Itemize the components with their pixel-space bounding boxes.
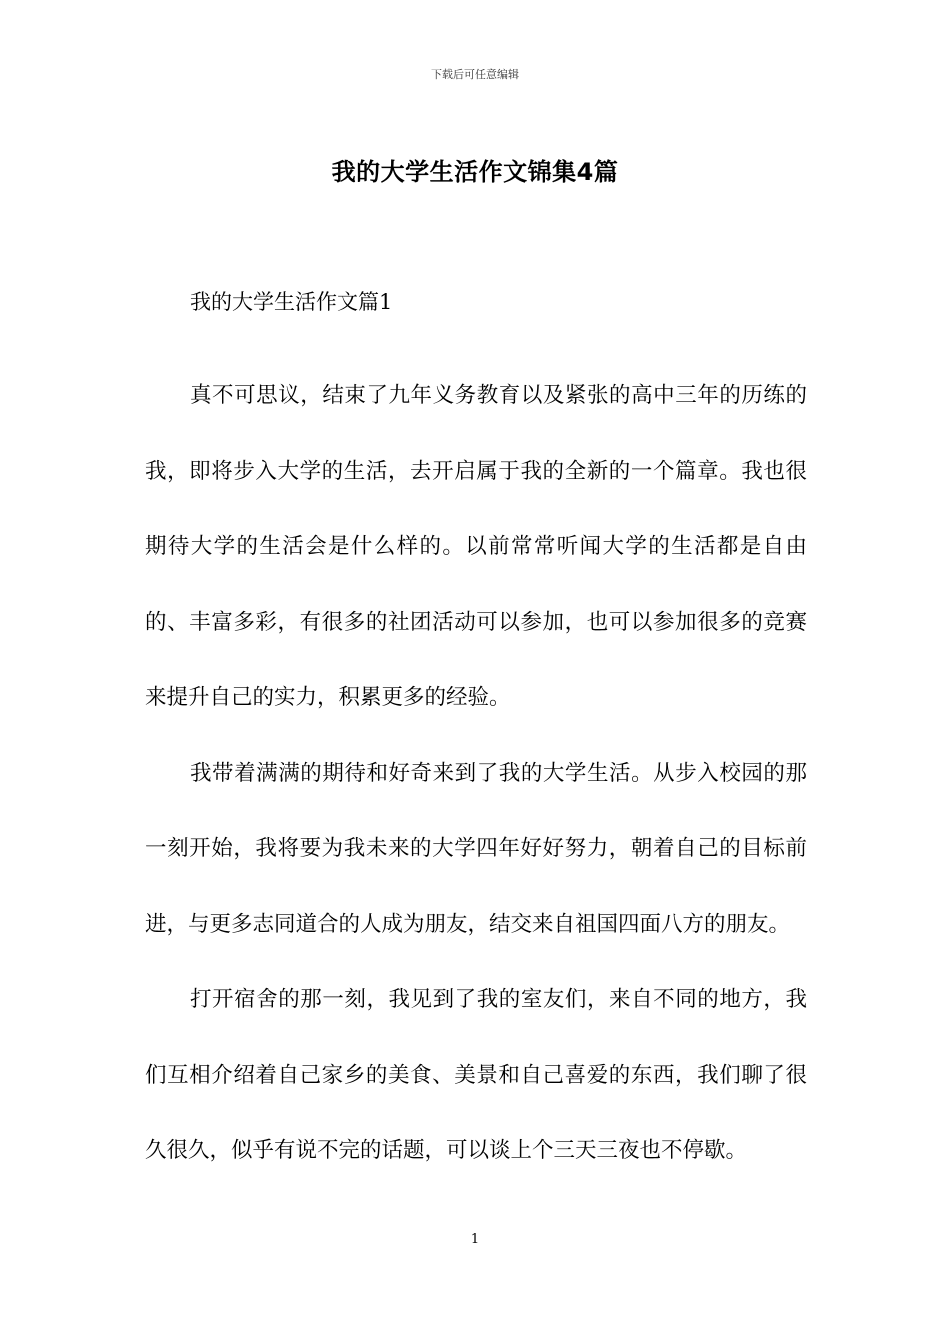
document-title: 我的大学生活作文锦集4篇: [331, 158, 619, 186]
body-text: [145, 358, 807, 1189]
paragraph: 真不可思议，结束了九年义务教育以及紧张的高中三年的历练的我，即将步入大学的生活，去开启属于我的全新的一个篇章。我也很期待大学的生活会是什么样的。以前常常听闻大学的生活都是自由的、丰富多彩，有很多的社团活动可以参加，也可以参加很多的竞赛来提升自己的实力，积累更多的经验。: [145, 383, 807, 710]
section-heading: 我的大学生活作文篇1: [190, 290, 393, 314]
page-number: 1: [470, 1232, 480, 1247]
paragraph: 我带着满满的期待和好奇来到了我的大学生活。从步入校园的那一刻开始，我将要为我未来的大学四年好好努力，朝着自己的目标前进，与更多志同道合的人成为朋友，结交来自祖国四面八方的朋友。: [145, 760, 807, 937]
header-note: 下载后可任意编辑: [431, 68, 519, 81]
paragraph: 打开宿舍的那一刻，我见到了我的室友们，来自不同的地方，我们互相介绍着自己家乡的美食、美景和自己喜爱的东西，我们聊了很久很久，似乎有说不完的话题，可以谈上个三天三夜也不停歇。: [145, 987, 807, 1163]
